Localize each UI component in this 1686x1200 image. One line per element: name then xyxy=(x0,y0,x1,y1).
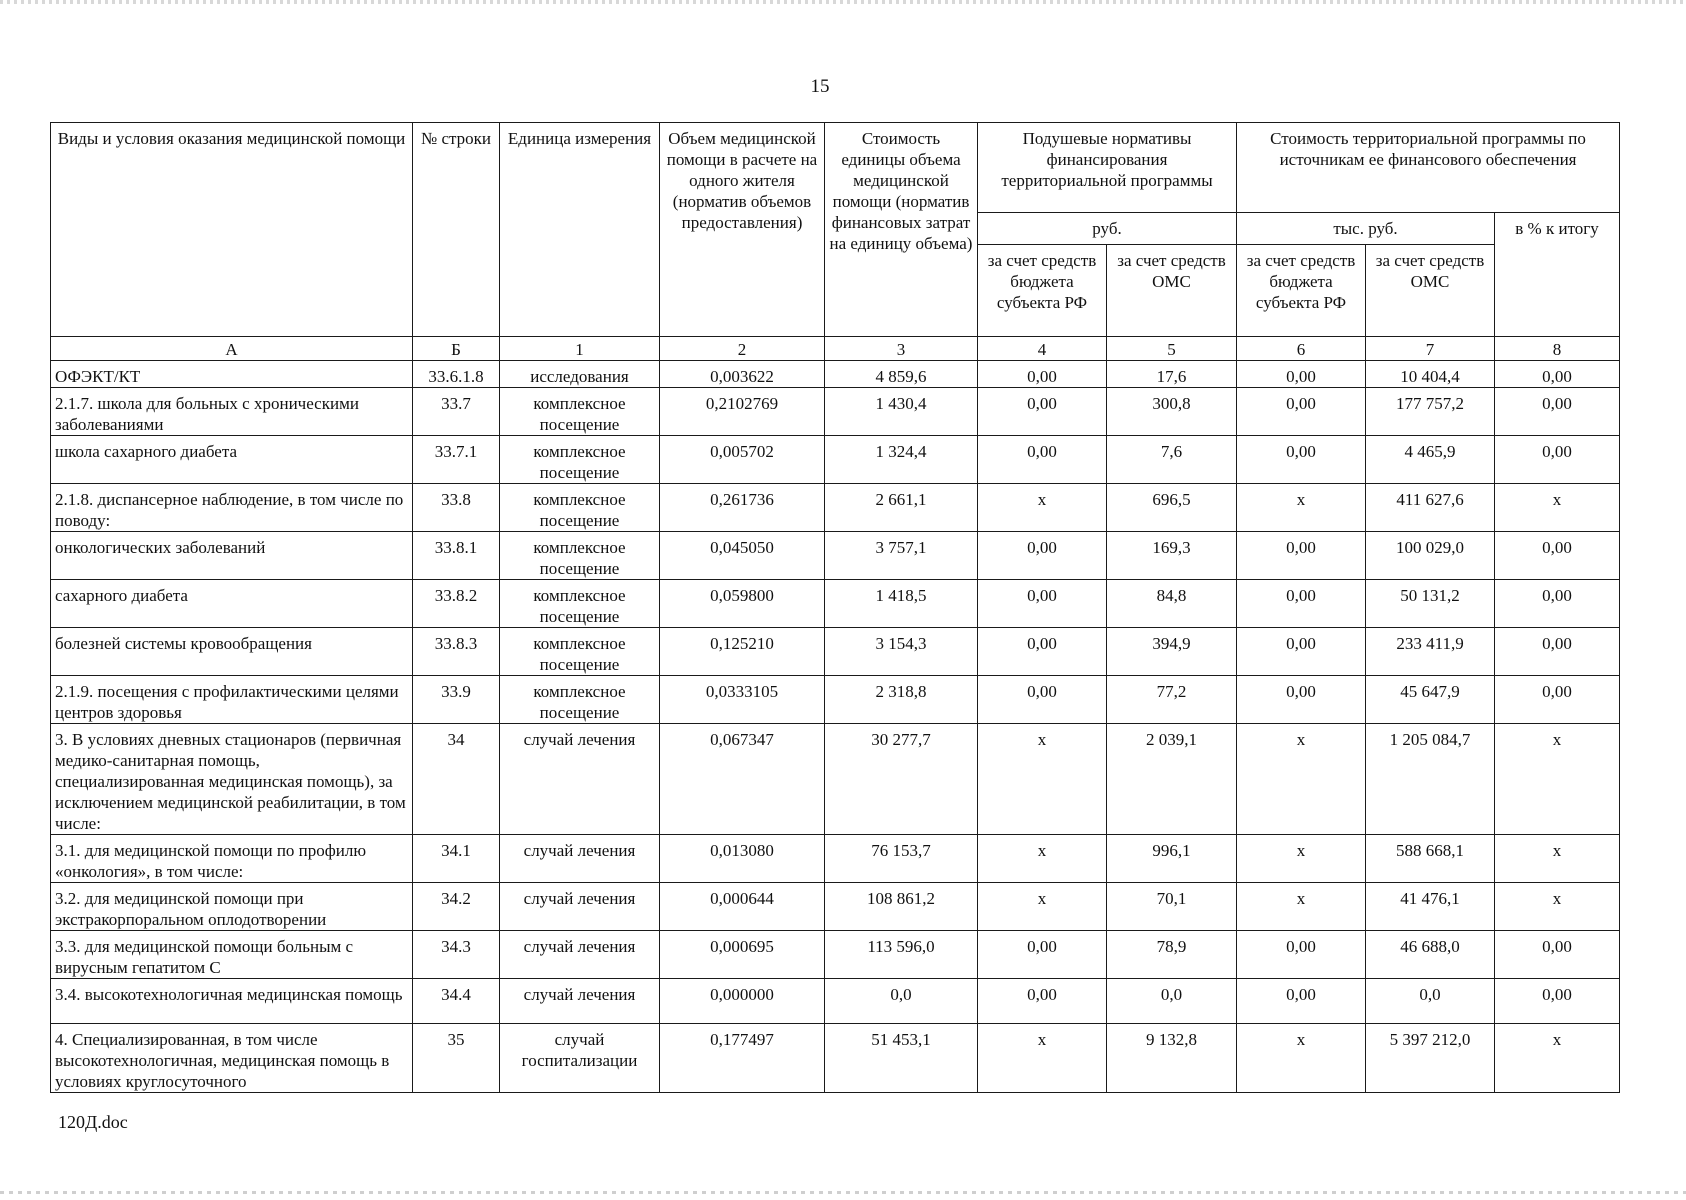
table-row xyxy=(51,724,1620,835)
header-thous-rub: тыс. руб. xyxy=(1237,213,1495,245)
row-per-capita-budget: х xyxy=(978,835,1107,883)
row-unit-cost: 0,0 xyxy=(825,979,978,1024)
row-volume: 0,2102769 xyxy=(660,388,825,436)
row-per-capita-oms: 17,6 xyxy=(1107,361,1237,388)
row-name: 3.3. для медицинской помощи больным с вирусным гепатитом С xyxy=(51,931,413,979)
row-number: 33.6.1.8 xyxy=(413,361,500,388)
row-unit: случай лечения xyxy=(500,931,660,979)
header-cost-unit: Стоимость единицы объема медицинской помощи (норматив финансовых затрат на единицу объема) xyxy=(825,123,978,337)
row-cost-budget: х xyxy=(1237,484,1366,532)
row-percent: х xyxy=(1495,835,1620,883)
row-per-capita-budget: 0,00 xyxy=(978,931,1107,979)
row-name: болезней системы кровообращения xyxy=(51,628,413,676)
row-per-capita-oms: 2 039,1 xyxy=(1107,724,1237,835)
row-cost-oms: 4 465,9 xyxy=(1366,436,1495,484)
row-unit: комплексное посещение xyxy=(500,676,660,724)
row-percent: 0,00 xyxy=(1495,388,1620,436)
row-cost-oms: 100 029,0 xyxy=(1366,532,1495,580)
table-row xyxy=(51,532,1620,580)
row-per-capita-oms: 77,2 xyxy=(1107,676,1237,724)
row-per-capita-budget: х xyxy=(978,1024,1107,1093)
row-per-capita-oms: 84,8 xyxy=(1107,580,1237,628)
row-per-capita-oms: 300,8 xyxy=(1107,388,1237,436)
row-per-capita-oms: 70,1 xyxy=(1107,883,1237,931)
column-index: 3 xyxy=(825,337,978,361)
row-volume: 0,0333105 xyxy=(660,676,825,724)
table-body xyxy=(51,361,1620,1093)
table-row xyxy=(51,628,1620,676)
row-cost-oms: 411 627,6 xyxy=(1366,484,1495,532)
row-number: 33.8.3 xyxy=(413,628,500,676)
row-per-capita-oms: 9 132,8 xyxy=(1107,1024,1237,1093)
row-unit: комплексное посещение xyxy=(500,484,660,532)
row-cost-oms: 46 688,0 xyxy=(1366,931,1495,979)
row-cost-budget: 0,00 xyxy=(1237,580,1366,628)
row-percent: 0,00 xyxy=(1495,931,1620,979)
column-index: 6 xyxy=(1237,337,1366,361)
row-cost-oms: 233 411,9 xyxy=(1366,628,1495,676)
row-per-capita-budget: 0,00 xyxy=(978,628,1107,676)
row-cost-oms: 588 668,1 xyxy=(1366,835,1495,883)
row-volume: 0,059800 xyxy=(660,580,825,628)
row-volume: 0,005702 xyxy=(660,436,825,484)
page-number: 15 xyxy=(810,76,830,97)
row-per-capita-oms: 996,1 xyxy=(1107,835,1237,883)
row-unit-cost: 51 453,1 xyxy=(825,1024,978,1093)
row-number: 35 xyxy=(413,1024,500,1093)
row-unit: случай лечения xyxy=(500,979,660,1024)
row-name: 2.1.7. школа для больных с хроническими заболеваниями xyxy=(51,388,413,436)
header-budget-rf: за счет средств бюджета субъекта РФ xyxy=(1237,245,1366,337)
row-unit-cost: 1 418,5 xyxy=(825,580,978,628)
row-per-capita-budget: 0,00 xyxy=(978,979,1107,1024)
table-row xyxy=(51,361,1620,388)
row-name: 2.1.8. диспансерное наблюдение, в том числе по поводу: xyxy=(51,484,413,532)
table-row xyxy=(51,388,1620,436)
row-number: 33.9 xyxy=(413,676,500,724)
row-percent: 0,00 xyxy=(1495,676,1620,724)
table-row xyxy=(51,580,1620,628)
row-cost-budget: 0,00 xyxy=(1237,532,1366,580)
row-name: 3.2. для медицинской помощи при экстракорпоральном оплодотворении xyxy=(51,883,413,931)
column-index: 1 xyxy=(500,337,660,361)
header-row-no: № строки xyxy=(413,123,500,337)
row-cost-budget: 0,00 xyxy=(1237,436,1366,484)
row-per-capita-oms: 394,9 xyxy=(1107,628,1237,676)
row-unit: случай лечения xyxy=(500,835,660,883)
header-kind: Виды и условия оказания медицинской помощи xyxy=(51,123,413,337)
row-per-capita-oms: 0,0 xyxy=(1107,979,1237,1024)
row-volume: 0,177497 xyxy=(660,1024,825,1093)
header-percent: в % к итогу xyxy=(1495,213,1620,337)
row-number: 33.8 xyxy=(413,484,500,532)
row-per-capita-budget: х xyxy=(978,484,1107,532)
row-cost-oms: 1 205 084,7 xyxy=(1366,724,1495,835)
header-volume: Объем медицинской помощи в расчете на одного жителя (норматив объемов предоставления) xyxy=(660,123,825,337)
row-number: 34 xyxy=(413,724,500,835)
row-per-capita-oms: 169,3 xyxy=(1107,532,1237,580)
column-index: 7 xyxy=(1366,337,1495,361)
row-per-capita-budget: 0,00 xyxy=(978,580,1107,628)
row-name: сахарного диабета xyxy=(51,580,413,628)
header-unit: Единица измерения xyxy=(500,123,660,337)
table-row xyxy=(51,835,1620,883)
column-index: 4 xyxy=(978,337,1107,361)
row-unit-cost: 1 324,4 xyxy=(825,436,978,484)
row-percent: х xyxy=(1495,724,1620,835)
row-volume: 0,000644 xyxy=(660,883,825,931)
row-unit-cost: 113 596,0 xyxy=(825,931,978,979)
column-index: 5 xyxy=(1107,337,1237,361)
row-name: 4. Специализированная, в том числе высокотехнологичная, медицинская помощь в условиях круглосуточного xyxy=(51,1024,413,1093)
row-per-capita-oms: 696,5 xyxy=(1107,484,1237,532)
row-unit: случай госпитализации xyxy=(500,1024,660,1093)
table-header xyxy=(51,123,1620,361)
row-per-capita-budget: 0,00 xyxy=(978,361,1107,388)
row-unit-cost: 76 153,7 xyxy=(825,835,978,883)
row-unit: случай лечения xyxy=(500,883,660,931)
row-volume: 0,000000 xyxy=(660,979,825,1024)
row-percent: 0,00 xyxy=(1495,361,1620,388)
column-index: 2 xyxy=(660,337,825,361)
table-row xyxy=(51,484,1620,532)
row-cost-budget: 0,00 xyxy=(1237,628,1366,676)
row-cost-oms: 10 404,4 xyxy=(1366,361,1495,388)
row-per-capita-budget: 0,00 xyxy=(978,436,1107,484)
row-percent: х xyxy=(1495,484,1620,532)
table-row xyxy=(51,1024,1620,1093)
row-cost-oms: 45 647,9 xyxy=(1366,676,1495,724)
table-row xyxy=(51,931,1620,979)
row-name: 3. В условиях дневных стационаров (первичная медико-санитарная помощь, специализированная медицинская помощь), за исключением медицинской реабилитации, в том числе: xyxy=(51,724,413,835)
row-unit-cost: 108 861,2 xyxy=(825,883,978,931)
row-cost-budget: 0,00 xyxy=(1237,361,1366,388)
row-percent: х xyxy=(1495,883,1620,931)
table-row xyxy=(51,676,1620,724)
row-unit-cost: 1 430,4 xyxy=(825,388,978,436)
row-unit: комплексное посещение xyxy=(500,532,660,580)
header-per-capita: Подушевые нормативы финансирования территориальной программы xyxy=(978,123,1237,213)
row-cost-oms: 5 397 212,0 xyxy=(1366,1024,1495,1093)
row-unit-cost: 3 154,3 xyxy=(825,628,978,676)
row-cost-oms: 0,0 xyxy=(1366,979,1495,1024)
row-percent: 0,00 xyxy=(1495,979,1620,1024)
table-row xyxy=(51,979,1620,1024)
row-percent: 0,00 xyxy=(1495,532,1620,580)
row-number: 34.2 xyxy=(413,883,500,931)
table-row xyxy=(51,883,1620,931)
row-name: онкологических заболеваний xyxy=(51,532,413,580)
row-unit: комплексное посещение xyxy=(500,436,660,484)
column-index: А xyxy=(51,337,413,361)
row-cost-oms: 177 757,2 xyxy=(1366,388,1495,436)
row-cost-budget: х xyxy=(1237,1024,1366,1093)
row-unit: комплексное посещение xyxy=(500,580,660,628)
row-volume: 0,067347 xyxy=(660,724,825,835)
row-cost-budget: 0,00 xyxy=(1237,388,1366,436)
row-percent: 0,00 xyxy=(1495,580,1620,628)
row-number: 34.3 xyxy=(413,931,500,979)
row-cost-budget: х xyxy=(1237,835,1366,883)
row-per-capita-oms: 7,6 xyxy=(1107,436,1237,484)
row-unit-cost: 2 318,8 xyxy=(825,676,978,724)
row-per-capita-oms: 78,9 xyxy=(1107,931,1237,979)
row-name: ОФЭКТ/КТ xyxy=(51,361,413,388)
row-number: 34.4 xyxy=(413,979,500,1024)
row-number: 33.7 xyxy=(413,388,500,436)
row-number: 33.8.1 xyxy=(413,532,500,580)
row-unit: комплексное посещение xyxy=(500,388,660,436)
row-name: школа сахарного диабета xyxy=(51,436,413,484)
row-cost-oms: 50 131,2 xyxy=(1366,580,1495,628)
row-volume: 0,261736 xyxy=(660,484,825,532)
column-index: Б xyxy=(413,337,500,361)
row-unit-cost: 30 277,7 xyxy=(825,724,978,835)
row-unit: исследования xyxy=(500,361,660,388)
header-oms: за счет средств ОМС xyxy=(1366,245,1495,337)
row-name: 2.1.9. посещения с профилактическими целями центров здоровья xyxy=(51,676,413,724)
scan-edge-top xyxy=(0,0,1686,4)
row-volume: 0,125210 xyxy=(660,628,825,676)
row-unit-cost: 2 661,1 xyxy=(825,484,978,532)
scan-edge-bottom xyxy=(0,1191,1686,1194)
row-unit: комплексное посещение xyxy=(500,628,660,676)
row-cost-budget: х xyxy=(1237,883,1366,931)
row-cost-budget: х xyxy=(1237,724,1366,835)
row-per-capita-budget: 0,00 xyxy=(978,388,1107,436)
row-unit: случай лечения xyxy=(500,724,660,835)
row-number: 34.1 xyxy=(413,835,500,883)
row-unit-cost: 3 757,1 xyxy=(825,532,978,580)
row-number: 33.7.1 xyxy=(413,436,500,484)
row-volume: 0,003622 xyxy=(660,361,825,388)
header-budget-rf: за счет средств бюджета субъекта РФ xyxy=(978,245,1107,337)
row-name: 3.1. для медицинской помощи по профилю «онкология», в том числе: xyxy=(51,835,413,883)
header-oms: за счет средств ОМС xyxy=(1107,245,1237,337)
row-volume: 0,045050 xyxy=(660,532,825,580)
row-per-capita-budget: 0,00 xyxy=(978,532,1107,580)
row-per-capita-budget: х xyxy=(978,724,1107,835)
row-cost-budget: 0,00 xyxy=(1237,676,1366,724)
row-cost-oms: 41 476,1 xyxy=(1366,883,1495,931)
row-number: 33.8.2 xyxy=(413,580,500,628)
row-unit-cost: 4 859,6 xyxy=(825,361,978,388)
row-percent: х xyxy=(1495,1024,1620,1093)
row-per-capita-budget: 0,00 xyxy=(978,676,1107,724)
financing-table xyxy=(50,122,1620,1093)
column-index-row xyxy=(51,337,1620,361)
row-volume: 0,000695 xyxy=(660,931,825,979)
row-volume: 0,013080 xyxy=(660,835,825,883)
row-percent: 0,00 xyxy=(1495,436,1620,484)
row-name: 3.4. высокотехнологичная медицинская помощь xyxy=(51,979,413,1024)
row-cost-budget: 0,00 xyxy=(1237,931,1366,979)
footer-filename: 120Д.doc xyxy=(58,1112,128,1132)
header-cost-program: Стоимость территориальной программы по источникам ее финансового обеспечения xyxy=(1237,123,1620,213)
row-cost-budget: 0,00 xyxy=(1237,979,1366,1024)
table-row xyxy=(51,436,1620,484)
header-rub: руб. xyxy=(978,213,1237,245)
row-per-capita-budget: х xyxy=(978,883,1107,931)
column-index: 8 xyxy=(1495,337,1620,361)
row-percent: 0,00 xyxy=(1495,628,1620,676)
